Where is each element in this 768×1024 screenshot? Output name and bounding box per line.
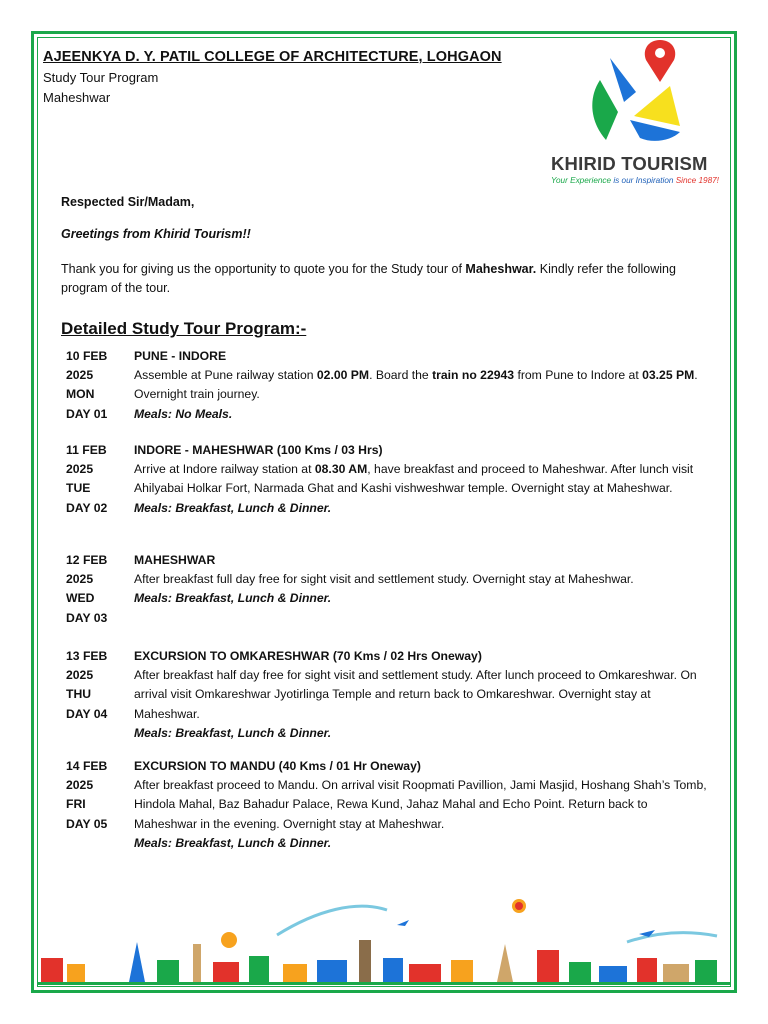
day-title: INDORE - MAHESHWAR (100 Kms / 03 Hrs) [134,443,383,457]
day-number: DAY 02 [66,500,108,515]
day-date-block [66,551,130,628]
day-date: 12 FEB [66,553,108,567]
day-number: DAY 03 [66,610,108,625]
day-year: 2025 [66,572,94,587]
day-year: 2025 [66,668,94,683]
day-weekday: TUE [66,481,91,496]
salutation: Respected Sir/Madam, [61,195,195,209]
day-details [134,551,708,609]
day-description: After breakfast proceed to Mandu. On arrival visit Roopmati Pavillion, Jami Masjid, Hoshang Shah’s Tomb, Hindola Mahal, Baz Bahadur Palace, Rewa Kund, Jahaz Mahal and Echo Point. Return back to Maheshwar in the evening. Overnight stay at Maheshwar. [134,778,707,831]
day-date-block [66,441,130,518]
program-heading: Detailed Study Tour Program:- [61,319,307,338]
day-weekday: MON [66,387,95,402]
location-pin-icon [645,40,675,82]
day-date: 11 FEB [66,443,107,457]
day-date-block [66,347,130,424]
day-description: Arrive at Indore railway station at 08.30 AM, have breakfast and proceed to Maheshwar. After lunch visit Ahilyabai Holkar Fort, Narmada Ghat and Kashi vishweshwar temple. Overnight stay at Maheshwar. [134,462,694,496]
brand-name: KHIRID TOURISM [551,153,708,174]
day-date: 13 FEB [66,649,108,663]
day-details [134,441,708,518]
day-description: Assemble at Pune railway station 02.00 PM. Board the train no 22943 from Pune to Indore at 03.25 PM. Overnight train journey. [134,368,698,402]
day-date-block [66,757,130,834]
logo-yellow-shape [634,86,680,126]
day-title: PUNE - INDORE [134,349,227,363]
day-weekday: FRI [66,797,86,812]
logo-blue-top-shape [610,58,636,102]
logo-green-shape [592,80,618,140]
day-year: 2025 [66,368,94,383]
day-meals: Meals: Breakfast, Lunch & Dinner. [134,725,332,740]
day-weekday: THU [66,687,92,702]
day-weekday: WED [66,591,95,606]
day-number: DAY 04 [66,706,108,721]
day-meals: Meals: Breakfast, Lunch & Dinner. [134,591,332,606]
day-date: 14 FEB [66,759,108,773]
day-description: After breakfast full day free for sight visit and settlement study. Overnight stay at Maheshwar. [134,572,634,587]
day-details [134,647,708,743]
day-meals: Meals: Breakfast, Lunch & Dinner. [134,500,332,515]
brand-tagline: Your Experience is our Inspiration Since 1987! [551,176,719,185]
day-date-block [66,647,130,724]
day-description: After breakfast half day free for sight visit and settlement study. After lunch proceed to Omkareshwar. On arrival visit Omkareshwar Jyotirlinga Temple and return back to Omkareshwar. Overnight stay at Maheshwar. [134,668,697,721]
day-title: EXCURSION TO OMKARESHWAR (70 Kms / 02 Hrs Oneway) [134,649,482,663]
day-title: EXCURSION TO MANDU (40 Kms / 01 Hr Oneway) [134,759,421,773]
program-type: Study Tour Program [43,70,159,85]
greeting: Greetings from Khirid Tourism!! [61,227,251,241]
destination-name: Maheshwar [43,90,111,105]
day-details [134,347,708,424]
college-name: AJEENKYA D. Y. PATIL COLLEGE OF ARCHITECTURE, LOHGAON [43,49,502,65]
day-meals: Meals: Breakfast, Lunch & Dinner. [134,835,332,850]
day-meals: Meals: No Meals. [134,406,233,421]
intro-paragraph: Thank you for giving us the opportunity to quote you for the Study tour of Maheshwar. Kindly refer the following program of the tour. [61,262,676,295]
day-title: MAHESHWAR [134,553,216,567]
day-details [134,757,708,853]
world-landmarks-skyline-illustration [37,880,731,987]
day-number: DAY 05 [66,816,108,831]
day-number: DAY 01 [66,406,108,421]
day-year: 2025 [66,462,94,477]
day-year: 2025 [66,778,94,793]
day-date: 10 FEB [66,349,108,363]
